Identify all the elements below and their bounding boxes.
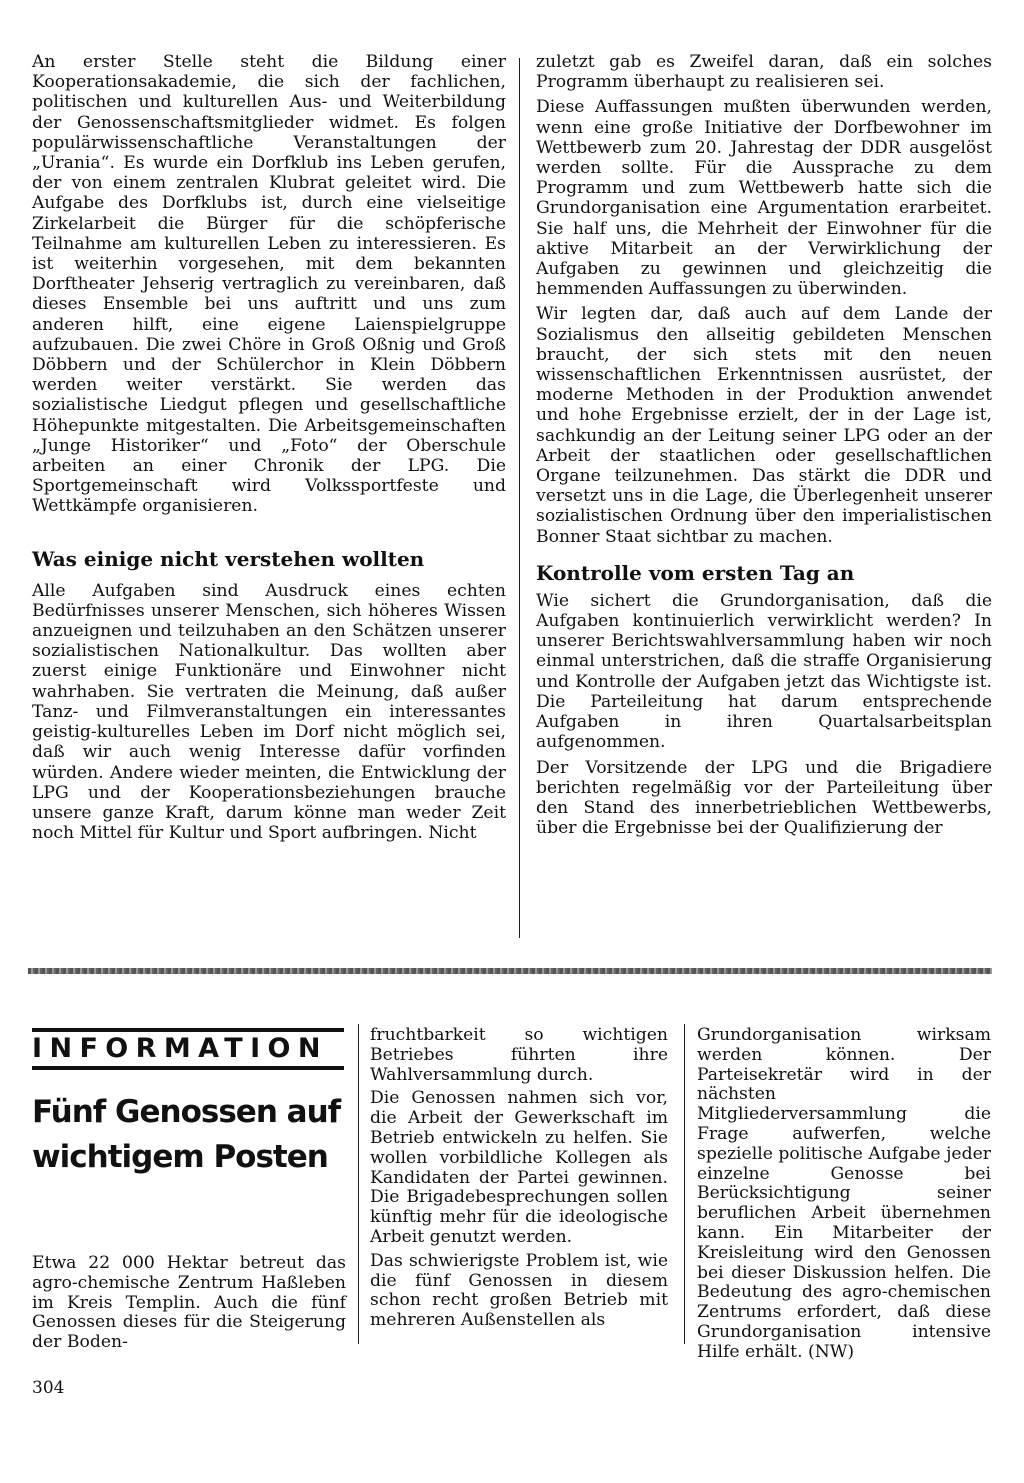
info-paragraph: fruchtbarkeit so wichtigen Betriebes führten ihre Wahlversammlung durch. — [370, 1025, 668, 1085]
column-divider — [519, 58, 520, 938]
article-paragraph: Der Vorsitzende der LPG und die Brigadiere berichten regelmäßig vor der Parteileitung über den Stand des innerbetrieblichen Wettbewerbs, über die Ergebnisse bei der Qualifizierung der — [536, 757, 992, 839]
section-separator — [28, 968, 992, 974]
info-paragraph: Grundorganisation wirksam werden können. Der Parteisekretär wird in der nächsten Mitgliederversammlung die Frage aufwerfen, welche spezielle politische Aufgabe jeder einzelne Genosse bei Berücksichtigung seiner beruflichen Arbeit übernehmen kann. Ein Mitarbeiter der Kreisleitung wird den Genossen bei dieser Diskussion helfen. Die Bedeutung des agro-chemischen Zentrums erfordert, daß diese Grundorganisation intensive Hilfe erhält. (NW) — [697, 1025, 991, 1362]
section-heading: Kontrolle vom ersten Tag an — [536, 560, 855, 585]
column-divider — [684, 1024, 685, 1344]
page-number: 304 — [32, 1378, 65, 1398]
info-paragraph: Etwa 22 000 Hektar betreut das agro-chemische Zentrum Haßleben im Kreis Templin. Auch die fünf Genossen dieses für die Steigerung der Boden- — [32, 1253, 346, 1353]
info-column-2 — [370, 1026, 668, 1335]
info-label: INFORMATION — [32, 1028, 344, 1070]
article-paragraph: Wir legten dar, daß auch auf dem Lande der Sozialismus den allseitig gebildeten Menschen braucht, der sich stets mit den neuen wissenschaftlichen Erkenntnissen ausrüstet, der moderne Methoden in der Produktion anwendet und hohe Ergebnisse erzielt, der in der Lage ist, sachkundig an der Leitung seiner LPG oder an der Arbeit der staatlichen oder gesellschaftlichen Organe teilzunehmen. Das stärkt die DDR und versetzt uns in die Lage, die Überlegenheit unserer sozialistischen Ordnung über den imperialistischen Bonner Staat sichtbar zu machen. — [536, 304, 992, 547]
info-title: Fünf Genossen auf wichtigem Posten — [32, 1094, 341, 1175]
article-column-left — [32, 52, 506, 848]
info-paragraph: Das schwierigste Problem ist, wie die fünf Genossen in diesem schon recht großen Betrieb mit mehreren Außenstellen als — [370, 1250, 668, 1331]
info-paragraph: Die Genossen nahmen sich vor, die Arbeit der Gewerkschaft im Betrieb entwickeln zu helfen. Sie wollen vorbildliche Kollegen als Kandidaten der Partei gewinnen. Die Brigadebesprechungen sollen künftig mehr für die ideologische Arbeit genutzt werden. — [370, 1088, 668, 1247]
article-column-right — [536, 52, 992, 843]
column-divider — [358, 1024, 359, 1344]
section-heading: Was einige nicht verstehen wollten — [32, 546, 425, 571]
article-paragraph: zuletzt gab es Zweifel daran, daß ein solches Programm überhaupt zu realisieren sei. — [536, 52, 992, 93]
info-column-3 — [697, 1026, 991, 1367]
article-paragraph: Diese Auffassungen mußten überwunden werden, wenn eine große Initiative der Dorfbewohner im Wettbewerb zum 20. Jahrestag der DDR ausgelöst werden sollte. Für die Aussprache zu dem Programm und zum Wettbewerb hatte sich die Grundorganisation eine Argumentation erarbeitet. Sie half uns, die Mehrheit der Einwohner für die aktive Mitarbeit an der Verwirklichung der Aufgaben zu gewinnen und gleichzeitig die hemmenden Auffassungen zu überwinden. — [536, 97, 992, 300]
article-paragraph: Wie sichert die Grundorganisation, daß die Aufgaben kontinuierlich verwirklicht werden? In unserer Berichtswahlversammlung haben wir noch einmal unterstrichen, daß die straffe Organisierung und Kontrolle der Aufgaben jetzt das Wichtigste ist. Die Parteileitung hat darum entsprechende Aufgaben in ihren Quartalsarbeitsplan aufgenommen. — [536, 590, 992, 753]
article-paragraph: An erster Stelle steht die Bildung einer Kooperationsakademie, die sich der fachlichen, politischen und kulturellen Aus- und Weiterbildung der Genossenschaftsmitglieder widmet. Es folgen populärwissenschaftliche Veranstaltungen der „Urania“. Es wurde ein Dorfklub ins Leben gerufen, der von einem zentralen Klubrat geleitet wird. Die Aufgabe des Dorfklubs ist, durch eine vielseitige Zirkelarbeit die Bürger für die schöpferische Teilnahme am kulturellen Leben zu interessieren. Es ist weiterhin vorgesehen, mit dem bekannten Dorftheater Jehserig vertraglich zu vereinbaren, daß dieses Ensemble bei uns auftritt und uns zum anderen hilft, eine eigene Laienspielgruppe aufzubauen. Die zwei Chöre in Groß Oßnig und Groß Döbbern und der Schülerchor in Klein Döbbern werden weiter verstärkt. Sie werden das sozialistische Liedgut pflegen und gesellschaftliche Höhepunkte mitgestalten. Die Arbeitsgemeinschaften „Junge Historiker“ und „Foto“ der Oberschule arbeiten an einer Chronik der LPG. Die Sportgemeinschaft wird Volkssportfeste und Wettkämpfe organisieren. — [32, 52, 506, 517]
info-column-1 — [32, 1254, 346, 1357]
article-paragraph: Alle Aufgaben sind Ausdruck eines echten Bedürfnisses unserer Menschen, sich höheres Wissen anzueignen und teilzuhaben an den Schätzen unserer sozialistischen Nationalkultur. Das wollten aber zuerst einige Funktionäre und Einwohner nicht wahrhaben. Sie vertraten die Meinung, daß außer Tanz- und Filmveranstaltungen ein interessantes geistig-kulturelles Leben im Dorf nicht möglich sei, daß wir auch wenig Interesse dafür vorfinden würden. Andere wieder meinten, die Entwicklung der LPG und der Kooperationsbeziehungen brauche unsere ganze Kraft, darum könne man weder Zeit noch Mittel für Kultur und Sport aufbringen. Nicht — [32, 580, 506, 844]
